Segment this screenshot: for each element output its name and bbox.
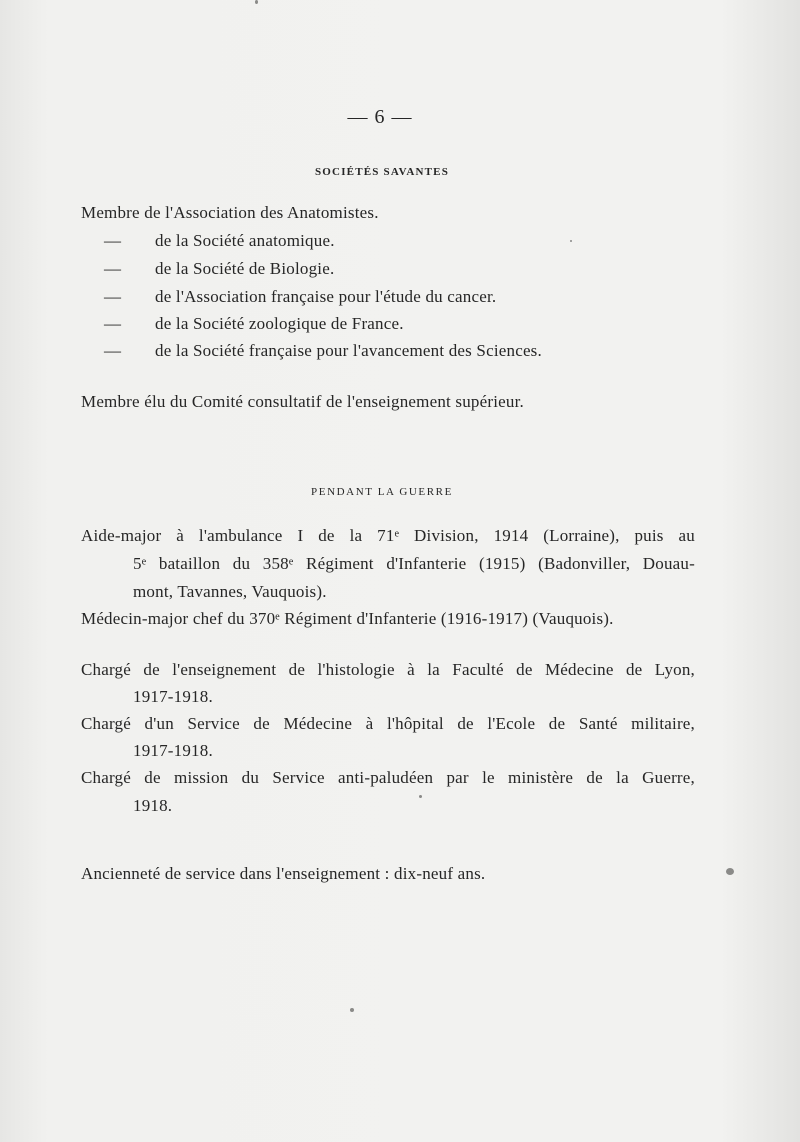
- aide-major-line-2: 5ᵉ bataillon du 358ᵉ Régiment d'Infanterie (1915) (Badonviller, Douau-: [133, 554, 695, 573]
- ditto-dash: —: [104, 259, 121, 278]
- ditto-dash: —: [104, 314, 121, 333]
- section-title-societes: SOCIÉTÉS SAVANTES: [314, 166, 450, 178]
- charge-histologie-line-2: 1917-1918.: [133, 687, 213, 706]
- charge-mission-line-2: 1918.: [133, 796, 173, 815]
- medecin-major-line: Médecin-major chef du 370ᵉ Régiment d'Infanterie (1916-1917) (Vauquois).: [81, 609, 614, 628]
- societe-item: de la Société zoologique de France.: [155, 314, 404, 333]
- scan-speck: [570, 240, 572, 242]
- membre-comite-consultatif: Membre élu du Comité consultatif de l'enseignement supérieur.: [81, 392, 524, 411]
- charge-service-line-1: Chargé d'un Service de Médecine à l'hôpital de l'Ecole de Santé militaire,: [81, 714, 695, 733]
- charge-mission-line-1: Chargé de mission du Service anti-paludéen par le ministère de la Guerre,: [81, 768, 695, 787]
- charge-histologie-line-1: Chargé de l'enseignement de l'histologie à la Faculté de Médecine de Lyon,: [81, 660, 695, 679]
- ditto-dash: —: [104, 287, 121, 306]
- societe-item: de la Société anatomique.: [155, 231, 335, 250]
- aide-major-line-3: mont, Tavannes, Vauquois).: [133, 582, 327, 601]
- scan-speck: [419, 795, 422, 798]
- ditto-dash: —: [104, 341, 121, 360]
- membre-association-anatomistes: Membre de l'Association des Anatomistes.: [81, 203, 379, 222]
- societe-item: de l'Association française pour l'étude du cancer.: [155, 287, 497, 306]
- anciennete-line: Ancienneté de service dans l'enseignement : dix-neuf ans.: [81, 864, 486, 883]
- aide-major-line-1: Aide-major à l'ambulance I de la 71ᵉ Division, 1914 (Lorraine), puis au: [81, 526, 695, 545]
- societe-item: de la Société de Biologie.: [155, 259, 335, 278]
- societe-item: de la Société française pour l'avancement des Sciences.: [155, 341, 542, 360]
- charge-service-line-2: 1917-1918.: [133, 741, 213, 760]
- section-title-guerre: PENDANT LA GUERRE: [311, 486, 453, 498]
- ditto-dash: —: [104, 231, 121, 250]
- scan-speck: [350, 1008, 354, 1012]
- scan-speck: [255, 0, 258, 4]
- scan-speck: [726, 868, 734, 875]
- page-number: — 6 —: [347, 106, 413, 128]
